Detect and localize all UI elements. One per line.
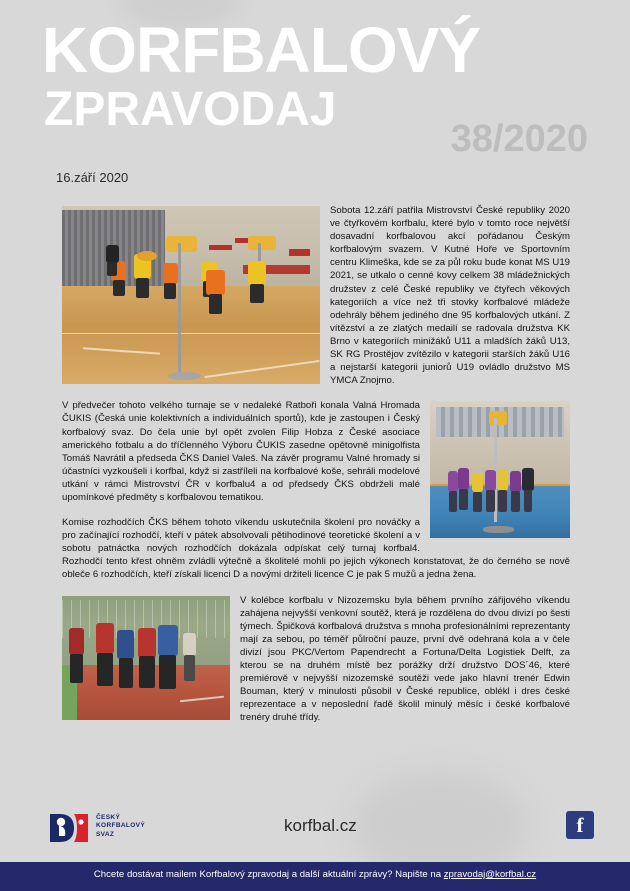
cks-logo-text — [96, 814, 145, 839]
subscribe-prompt: Chcete dostávat mailem Korfbalový zpravodaj a další aktuální zprávy? Napište na — [93, 869, 444, 880]
facebook-icon[interactable] — [566, 811, 594, 839]
cks-logo-line1: ČESKÝ — [96, 814, 121, 821]
facebook-glyph: f — [576, 813, 584, 837]
article-paragraph: V předvečer tohoto velkého turnaje se v nedaleké Ratboři konala Valná Hromada ČUKIS (Česká unie kolektivních a individuálních sportů), kde je zastoupen i Český korfbalový svaz. Do čela unie byl opět zvolen Filip Hobza z České asociace amerického fotbalu a do tříčlenného Výboru ČUKIS zasedne opětovně minigolfista Tomáš Navrátil a předseda ČKS Daniel Valeš. Na závěr programu Valné hromady si účastníci vyzkoušeli i korfbal, když si zastříleli na korfbalové koše, sehráli modelové utkání v rámci Mistrovství ČR v korfbalu4 a od předsedy ČKS obdrželi malé upomínkové předměty s korfbalovou tematikou. — [62, 400, 420, 503]
website-link[interactable]: korfbal.cz — [284, 816, 357, 835]
issue-number: 38/2020 — [450, 118, 588, 160]
issue-date: 16.září 2020 — [56, 170, 129, 185]
cks-logo-icon — [48, 812, 90, 844]
article-paragraph: V kolébce korfbalu v Nizozemsku byla během prvního zářijového víkendu zahájena nejvyšší venkovní soutěž, která je rozdělena do dvou divizí po šesti týmech. Špičková korfbalová družstva s mnoha profesionálními reprezentanty mají za sebou, po téměř půlroční pauze, první dvě odehraná kola a v čele divizí jsou PKC/Vertom Papendrecht a Fortuna/Delta Logistiek Delft, za kterou se na druhém místě bez porážky drží družstvo DOS´46, které premiérově v nejvyšší nizozemské soutěži vede jako hlavní trenér Edwin Bouman, který v minulosti působil v České republice, oblékl i dres české reprezentace a v neposlední řadě školil minulý měsíc i české korfbalové trenéry druhé třídy. — [240, 594, 570, 724]
article-paragraph: Sobota 12.září patřila Mistrovství České republiky 2020 ve čtyřkovém korfbalu, které bylo v tomto roce největší dosavadní korfbalovou akcí pořádanou Českým korfbalovým svazem. V Kutné Hoře ve Sportovním centru Klimeška, kde se za půl roku bude konat MS U19 2021, se utkalo o cenné kovy celkem 38 mládežnických družstev z celé České republiky ve čtyřech věkových kategoriích a více než tři stovky korfbalové mládeže odehrály během jediného dne 95 korfbalových utkání. Z vítězství a ze zlatých medailí se radovala družstva KK Brno v kategoriích minižáků U11 a mladších žáků U13, SK RG Prostějov zvítězilo v kategorii starších žáků U16 a nejstarší kategorii juniorů U19 ovládlo družstvo MS YMCA Znojmo. — [330, 205, 570, 387]
photo-mcr-hala — [62, 206, 320, 384]
article-content — [62, 204, 570, 724]
subscribe-bar — [0, 862, 630, 891]
masthead-title-line2: ZPRAVODAJ — [44, 83, 337, 136]
masthead — [0, 0, 630, 185]
article-paragraph: Komise rozhodčích ČKS během tohoto víkendu uskutečnila školení pro nováčky a pro začínající rozhodčí, kteří v pátek absolvovali pětihodinové teoretické školení a v sobotu patnáctka nových rozhodčích dokázala odpískat celý turnaj korfbal4. Rozhodčí tento křest ohněm zvládli výtečně a školitelé mohli po jejich výkonech konstatovat, že do černého se nově obleče 6 rozhodčích, kteří získali licenci D a novými držiteli licence C je pak 5 mužů a jedna žena. — [62, 517, 570, 581]
footer — [0, 800, 630, 862]
masthead-title-line1: KORFBALOVÝ — [42, 14, 480, 86]
subscribe-text — [0, 869, 630, 880]
cks-logo-line3: SVAZ — [96, 830, 115, 838]
cks-logo-line2: KORFBALOVÝ — [96, 822, 145, 830]
photo-valna-hromada — [430, 401, 570, 538]
photo-venkovni-utkani — [62, 596, 230, 720]
subscribe-email-link[interactable]: zpravodaj@korfbal.cz — [443, 869, 537, 880]
